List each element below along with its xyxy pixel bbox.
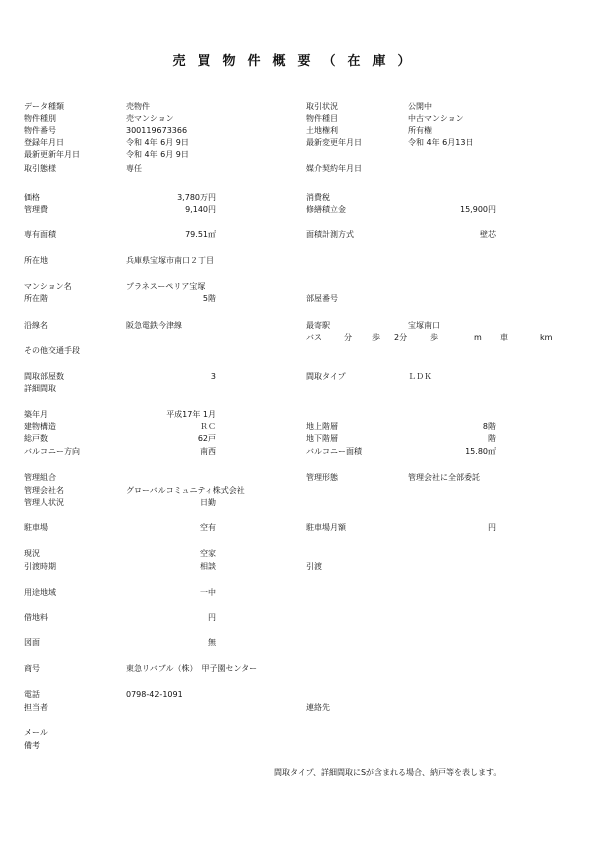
label-baikai-date: 媒介契約年月日 [306, 164, 362, 173]
value-kozo: ＲＣ [200, 422, 216, 431]
label-shuzen: 修繕積立金 [306, 205, 346, 214]
label-kanrihi: 管理費 [24, 205, 48, 214]
label-mansion-name: マンション名 [24, 282, 72, 291]
value-shakuchi: 円 [208, 613, 216, 622]
distance-km: km [540, 333, 553, 342]
value-keisoku: 壁芯 [480, 230, 496, 239]
value-zumen: 無 [208, 638, 216, 647]
label-bukken-no: 物件番号 [24, 126, 56, 135]
value-chika: 階 [488, 434, 496, 443]
label-line: 沿線名 [24, 321, 48, 330]
label-chikunen: 築年月 [24, 410, 48, 419]
label-biko: 備考 [24, 741, 40, 750]
label-mail: メール [24, 728, 48, 737]
value-chikunen: 平成17年 1月 [166, 410, 216, 419]
bus-bun: 分 [344, 333, 352, 342]
value-hikiwatashi-jiki: 相談 [200, 562, 216, 571]
bus-ho: 歩 [372, 333, 380, 342]
value-bukken-shubetsu: 売マンション [126, 114, 174, 123]
label-sokosu: 総戸数 [24, 434, 48, 443]
value-bukken-shumoku: 中古マンション [408, 114, 464, 123]
label-toroku-date: 登録年月日 [24, 138, 64, 147]
label-hikiwatashi: 引渡 [306, 562, 322, 571]
label-station: 最寄駅 [306, 321, 330, 330]
value-balcony-area: 15.80㎡ [465, 447, 496, 456]
value-address: 兵庫県宝塚市南口２丁目 [126, 256, 214, 265]
label-kanri-kumiai: 管理組合 [24, 473, 56, 482]
label-menseki: 専有面積 [24, 230, 56, 239]
label-data-type: データ種類 [24, 102, 64, 111]
value-bukken-no: 300119673366 [126, 126, 188, 135]
car-label: 車 [500, 333, 508, 342]
value-rooms: 3 [210, 372, 216, 381]
label-address: 所在地 [24, 256, 48, 265]
value-parking: 空有 [200, 523, 216, 532]
label-bukken-shubetsu: 物件種別 [24, 114, 56, 123]
label-madori-detail: 詳細間取 [24, 384, 56, 393]
value-yoto: 一中 [200, 588, 216, 597]
label-zumen: 図面 [24, 638, 40, 647]
value-denwa: 0798-42-1091 [126, 690, 183, 699]
value-parking-fee: 円 [488, 523, 496, 532]
document-title: 売買物件概要（在庫） [172, 54, 423, 69]
value-line: 阪急電鉄今津線 [126, 321, 182, 330]
value-kanri-keitai: 管理会社に全部委託 [408, 473, 480, 482]
label-torihiki-status: 取引状況 [306, 102, 338, 111]
value-station: 宝塚南口 [408, 321, 440, 330]
value-henko-date: 令和 4年 6月13日 [408, 138, 474, 147]
label-tax: 消費税 [306, 193, 330, 202]
label-shogo: 商号 [24, 664, 40, 673]
value-mansion-name: プラネスーペリア宝塚 [126, 282, 206, 291]
label-parking: 駐車場 [24, 523, 48, 532]
footnote: 間取タイプ、詳細間取にSが含まれる場合、納戸等を表します。 [274, 768, 502, 777]
label-keisoku: 面積計測方式 [306, 230, 354, 239]
value-kanri-kaisha: グローバルコミュニティ株式会社 [126, 486, 245, 495]
value-data-type: 売物件 [126, 102, 150, 111]
label-genkyo: 現況 [24, 549, 40, 558]
label-torihiki-taiyo: 取引態様 [24, 164, 56, 173]
value-toroku-date: 令和 4年 6月 9日 [126, 138, 189, 147]
label-kozo: 建物構造 [24, 422, 56, 431]
distance-m: m [474, 333, 482, 342]
label-koshin-date: 最新更新年月日 [24, 150, 80, 159]
label-floor: 所在階 [24, 294, 48, 303]
label-other-transport: その他交通手段 [24, 346, 80, 355]
walk-ho: 歩 [430, 333, 438, 342]
value-kanrinin: 日勤 [200, 498, 216, 507]
label-bukken-shumoku: 物件種目 [306, 114, 338, 123]
label-shakuchi: 借地料 [24, 613, 48, 622]
value-torihiki-status: 公開中 [408, 102, 432, 111]
label-price: 価格 [24, 193, 40, 202]
value-koshin-date: 令和 4年 6月 9日 [126, 150, 189, 159]
value-price: 3,780万円 [177, 193, 216, 202]
label-yoto: 用途地域 [24, 588, 56, 597]
value-kanrihi: 9,140円 [185, 205, 216, 214]
value-shogo: 東急リバブル（株） 甲子園センター [126, 664, 258, 673]
label-room-no: 部屋番号 [306, 294, 338, 303]
value-torihiki-taiyo: 専任 [126, 164, 142, 173]
label-denwa: 電話 [24, 690, 40, 699]
label-kanri-keitai: 管理形態 [306, 473, 338, 482]
label-chijo: 地上階層 [306, 422, 338, 431]
value-tochi-kenri: 所有権 [408, 126, 432, 135]
value-menseki: 79.51㎡ [185, 230, 216, 239]
label-tochi-kenri: 土地権利 [306, 126, 338, 135]
value-genkyo: 空家 [200, 549, 216, 558]
label-hikiwatashi-jiki: 引渡時期 [24, 562, 56, 571]
label-balcony-area: バルコニー面積 [306, 447, 362, 456]
label-balcony-dir: バルコニー方向 [24, 447, 80, 456]
label-renraku: 連絡先 [306, 703, 330, 712]
label-rooms: 間取部屋数 [24, 372, 64, 381]
label-henko-date: 最新変更年月日 [306, 138, 362, 147]
label-parking-fee: 駐車場月額 [306, 523, 346, 532]
value-shuzen: 15,900円 [460, 205, 496, 214]
label-kanrinin: 管理人状況 [24, 498, 64, 507]
label-madori-type: 間取タイプ [306, 372, 346, 381]
label-tanto: 担当者 [24, 703, 48, 712]
value-chijo: 8階 [482, 422, 496, 431]
label-chika: 地下階層 [306, 434, 338, 443]
value-floor: 5階 [202, 294, 216, 303]
walk-minutes: 2分 [394, 333, 408, 342]
bus-label: バス [306, 333, 322, 342]
value-sokosu: 62戸 [197, 434, 216, 443]
label-kanri-kaisha: 管理会社名 [24, 486, 64, 495]
value-madori-type: ＬＤＫ [408, 372, 432, 381]
value-balcony-dir: 南西 [200, 447, 216, 456]
